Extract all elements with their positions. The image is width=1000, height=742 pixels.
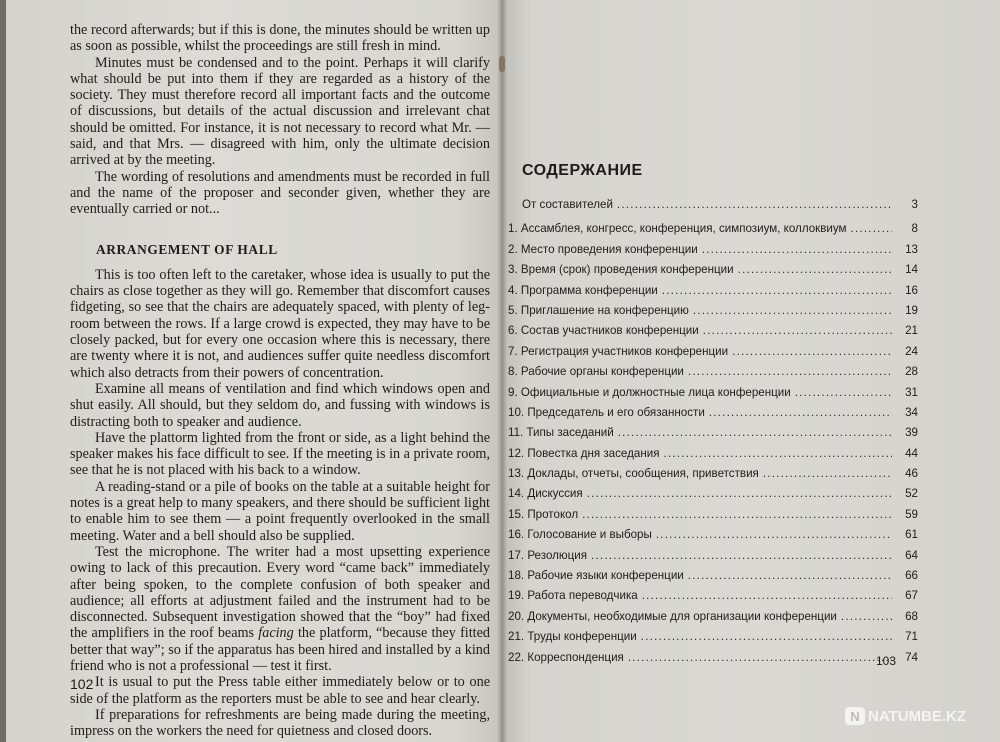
section-heading: ARRANGEMENT OF HALL — [96, 241, 278, 257]
paragraph: The wording of resolutions and amendments must be recorded in full and the name of the proposer and seconder given, whether they are eventually carried or not... — [70, 168, 490, 218]
toc-entry — [508, 324, 918, 344]
paragraph: the record afterwards; but if this is done, the minutes should be written up as soon as possible, whilst the proceedings are still fresh in mind. — [70, 22, 490, 55]
paragraph-microphone — [70, 544, 490, 674]
watermark-logo-icon: N — [845, 707, 865, 725]
toc-leader-dots — [702, 243, 892, 256]
toc-entry — [508, 589, 918, 609]
toc-leader-dots — [688, 365, 892, 378]
toc-entry-page: 66 — [905, 569, 918, 583]
toc-entry-page: 59 — [905, 507, 918, 521]
toc-entry-page: 16 — [905, 283, 918, 297]
toc-entry-label: 3. Время (срок) проведения конференции — [508, 263, 734, 277]
toc-entry — [508, 263, 918, 283]
paragraph-text: Test the microphone. The writer had a most upsetting experience owing to lack of this precaution. Every word “came back” immediately after being spoken, to the complete confusion of both speaker and audience; all efforts at adjustment failed and the instrument had to be disconnected. Subsequent investigation showed that the “boy” had fixed the amplifiers in the roof beams — [70, 543, 490, 642]
paragraph-text: the platform, “because they fitted better that way”; so if the apparatus has been hired and installed by a kind friend who is not a professional — test it first. — [70, 625, 491, 674]
toc-entry-label: 11. Типы заседаний — [508, 426, 614, 440]
toc-entry — [508, 365, 918, 385]
toc-entry — [508, 447, 918, 467]
toc-entry-page: 74 — [905, 650, 918, 664]
toc-entry-label: 6. Состав участников конференции — [508, 324, 699, 338]
toc-entry — [508, 345, 918, 365]
toc-entry-label: 18. Рабочие языки конференции — [508, 569, 684, 583]
table-of-contents — [508, 198, 918, 671]
toc-entry-label: 8. Рабочие органы конференции — [508, 365, 684, 379]
toc-leader-dots — [738, 263, 892, 276]
toc-entry-page: 67 — [905, 589, 918, 603]
toc-leader-dots — [656, 528, 892, 541]
toc-entry — [508, 508, 918, 528]
toc-leader-dots — [693, 304, 892, 317]
toc-entry-page: 52 — [905, 487, 918, 501]
toc-leader-dots — [591, 549, 892, 562]
toc-leader-dots — [688, 569, 892, 582]
paragraph: It is usual to put the Press table either immediately below or to one side of the platform as the reporters must be able to see and hear clearly. — [70, 674, 490, 707]
toc-entry-page: 13 — [905, 242, 918, 256]
toc-leader-dots — [763, 467, 892, 480]
left-page-text — [70, 22, 490, 739]
paragraph: If preparations for refreshments are being made during the meeting, impress on the workers the need for quietness and closed doors. — [70, 706, 490, 740]
toc-leader-dots — [732, 345, 892, 358]
toc-entry-page: 14 — [905, 263, 918, 277]
toc-entry — [508, 528, 918, 548]
toc-entry-label: 13. Доклады, отчеты, сообщения, приветствия — [508, 467, 759, 481]
toc-entry — [508, 406, 918, 426]
paragraph: Examine all means of ventilation and find which windows open and shut easily. All should, but they seldom do, and fussing with windows is distracting both to speaker and audience. — [70, 380, 490, 430]
toc-entry-page: 46 — [905, 467, 918, 481]
toc-entry-label: 15. Протокол — [508, 507, 579, 521]
toc-leader-dots — [628, 651, 892, 664]
toc-entry-page: 39 — [905, 426, 918, 440]
toc-entry — [508, 284, 918, 304]
toc-leader-dots — [841, 610, 892, 623]
toc-leader-dots — [664, 447, 893, 460]
toc-entry-page: 61 — [905, 528, 918, 542]
toc-leader-dots — [642, 589, 892, 602]
toc-entry-label: 20. Документы, необходимые для организации конференции — [508, 609, 837, 623]
toc-entry-label: 16. Голосование и выборы — [508, 528, 652, 542]
toc-leader-dots — [582, 508, 892, 521]
toc-leader-dots — [851, 222, 892, 235]
toc-entry-page: 71 — [905, 630, 918, 644]
toc-entry-label: 12. Повестка дня заседания — [508, 446, 660, 460]
toc-entry-page: 68 — [905, 609, 918, 623]
toc-entry — [508, 549, 918, 569]
toc-entry — [508, 198, 918, 218]
toc-title: СОДЕРЖАНИЕ — [522, 162, 643, 179]
paragraph: Minutes must be condensed and to the point. Perhaps it will clarify what should be put into them if they are regarded as a history of the society. They must therefore record all important facts and the outcome of discussions, but details of the actual discussion and irrelevant chat should be omitted. For instance, it is not necessary to record what Mr. — said, and that Mrs. — disagreed with him, only the ultimate decision arrived at by the meeting. — [70, 54, 490, 169]
toc-entry-label: 2. Место проведения конференции — [508, 242, 698, 256]
toc-leader-dots — [618, 426, 892, 439]
toc-entry-label: 21. Труды конференции — [508, 630, 637, 644]
toc-entry-label: 22. Корреспонденция — [508, 650, 624, 664]
toc-entry-label: 5. Приглашение на конференцию — [508, 303, 689, 317]
toc-leader-dots — [662, 284, 892, 297]
page-number-right: 103 — [876, 654, 897, 668]
gutter-stain — [499, 56, 505, 72]
book-gutter — [497, 0, 507, 742]
toc-entry-page: 24 — [905, 344, 918, 358]
toc-entry — [508, 222, 918, 242]
toc-leader-dots — [641, 630, 892, 643]
italic-word: facing — [258, 625, 294, 642]
watermark-text: NATUMBE.KZ — [868, 707, 967, 725]
toc-entry — [508, 487, 918, 507]
toc-entry — [508, 610, 918, 630]
paragraph: This is too often left to the caretaker, whose idea is usually to put the chairs as close together as they will go. Remember that discomfort causes fidgeting, so see that the chairs are adequately spaced, with plenty of leg-room between the rows. If a large crowd is expected, they may have to be closely packed, but for every one occasion where this is necessary, there are twenty where it is not, and audiences suffer quite needless discomfort which also detracts from their powers of concentration. — [70, 266, 490, 381]
toc-leader-dots — [709, 406, 892, 419]
toc-entry-label: 1. Ассамблея, конгресс, конференция, симпозиум, коллоквиум — [508, 222, 847, 236]
watermark — [845, 707, 966, 725]
toc-entry-page: 64 — [905, 548, 918, 562]
toc-entry-label: 17. Резолюция — [508, 548, 587, 562]
toc-entry-page: 19 — [905, 303, 918, 317]
toc-entry-page: 34 — [905, 405, 918, 419]
toc-entry — [508, 651, 918, 671]
toc-entry — [508, 304, 918, 324]
toc-entry-label: 9. Официальные и должностные лица конференции — [508, 385, 791, 399]
toc-entry-page: 28 — [905, 365, 918, 379]
toc-entry-label: 4. Программа конференции — [508, 283, 658, 297]
page-number-left: 102 — [70, 676, 94, 692]
toc-entry-label: 7. Регистрация участников конференции — [508, 344, 729, 358]
toc-entry-label: 14. Дискуссия — [508, 487, 583, 501]
toc-entry-page: 44 — [905, 446, 918, 460]
toc-leader-dots — [795, 386, 892, 399]
toc-entry-label: 10. Председатель и его обязанности — [508, 405, 705, 419]
toc-entry — [508, 569, 918, 589]
toc-entry-page: 3 — [911, 198, 918, 211]
toc-leader-dots — [703, 324, 892, 337]
toc-entry — [508, 386, 918, 406]
paragraph: A reading-stand or a pile of books on the table at a suitable height for notes is a great help to many speakers, and there should be sufficient light to enable him to see them — a point frequently overlooked in the small meeting. Water and a bell should also be supplied. — [70, 478, 490, 544]
toc-entry-page: 8 — [911, 222, 918, 236]
toc-entry-label: 19. Работа переводчика — [508, 589, 638, 603]
toc-entry — [508, 426, 918, 446]
paragraph: Have the plattorm lighted from the front or side, as a light behind the speaker makes his face difficult to see. If the meeting is in a private room, see that he is not placed with his back to a window. — [70, 429, 490, 479]
toc-entry — [508, 467, 918, 487]
toc-entry-label: От составителей — [522, 198, 613, 211]
toc-leader-dots — [617, 198, 892, 211]
toc-entry — [508, 630, 918, 650]
toc-entry — [508, 243, 918, 263]
toc-entry-page: 21 — [905, 324, 918, 338]
toc-leader-dots — [587, 487, 892, 500]
toc-entry-page: 31 — [905, 385, 918, 399]
